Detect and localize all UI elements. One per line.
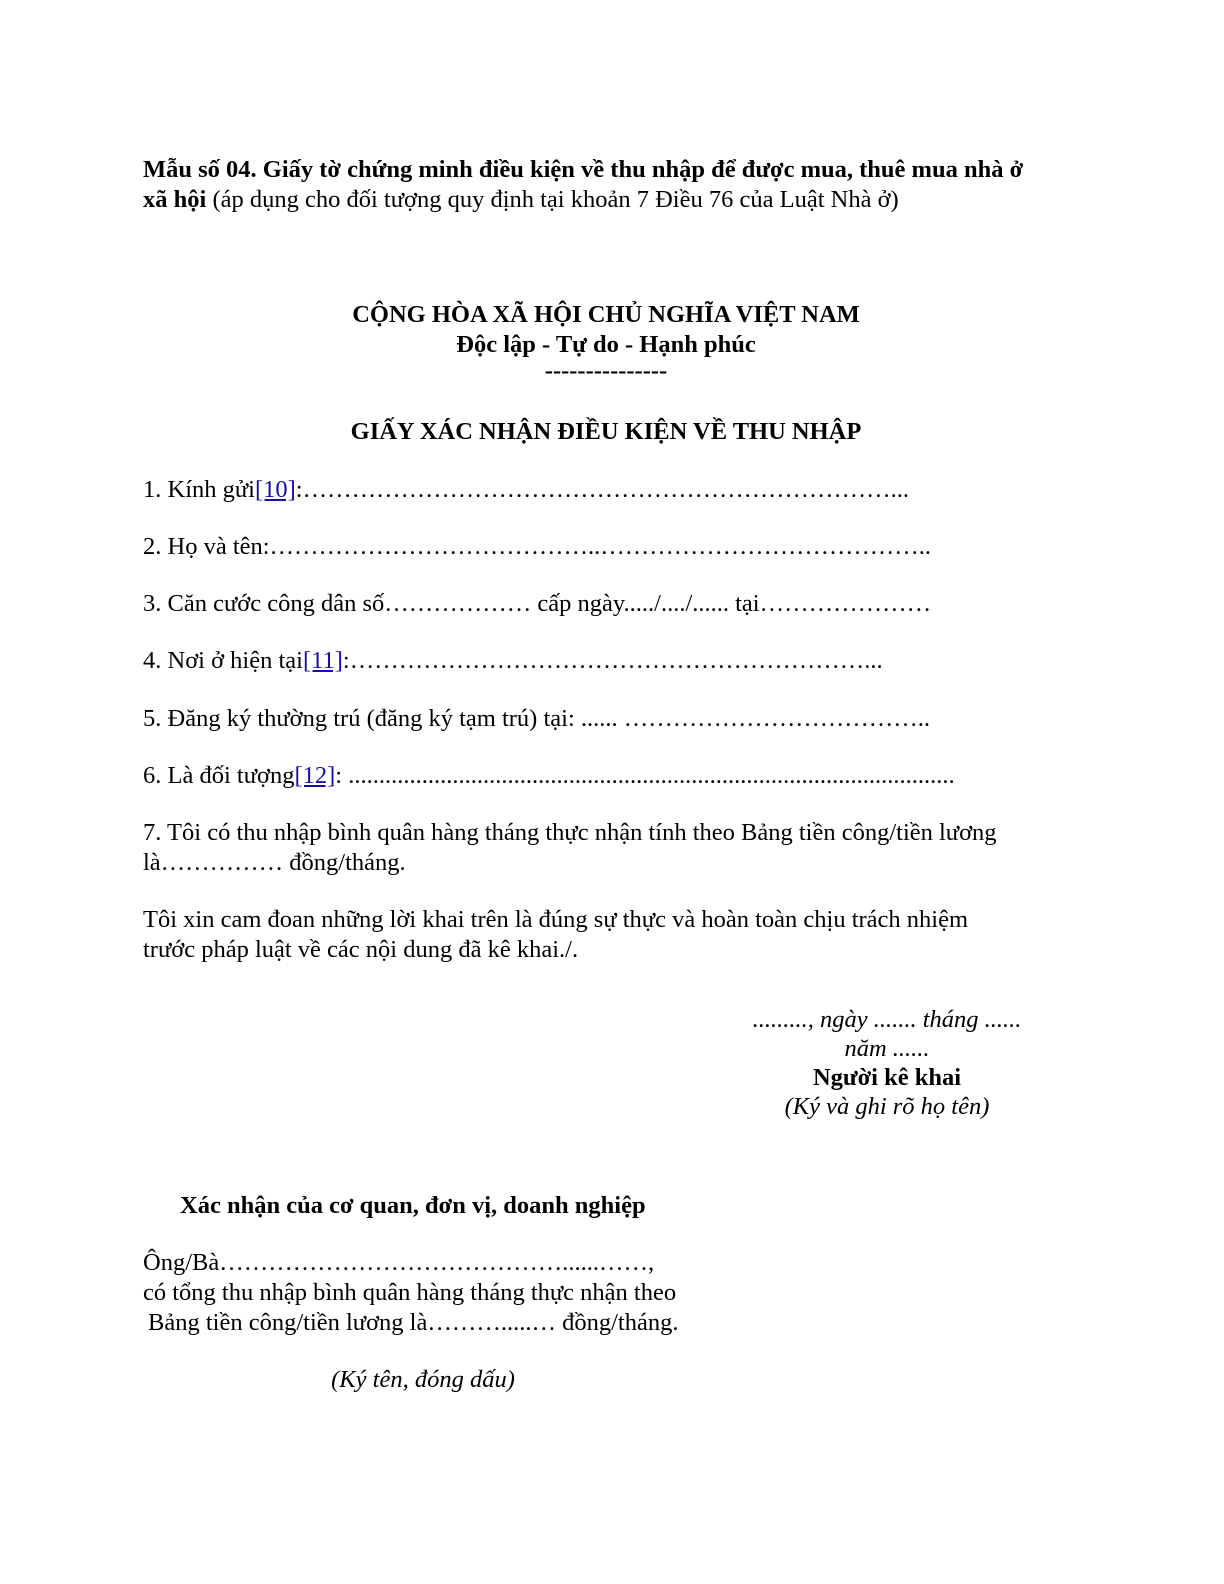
footnote-link-10[interactable]: [10] <box>254 476 296 503</box>
nation-header: CỘNG HÒA XÃ HỘI CHỦ NGHĨA VIỆT NAM <box>352 301 860 328</box>
item-recipient-label: 1. Kính gửi <box>143 476 255 503</box>
item-income-line1: 7. Tôi có thu nhập bình quân hàng tháng thực nhận tính theo Bảng tiền công/tiền lương <box>143 819 997 846</box>
document-title: GIẤY XÁC NHẬN ĐIỀU KIỆN VỀ THU NHẬP <box>350 418 862 445</box>
item-citizen-id: 3. Căn cước công dân số……………… cấp ngày...../..../...... tại………………… <box>143 590 932 617</box>
signature-date-line2: năm ...... <box>844 1035 930 1062</box>
header-separator: --------------- <box>544 357 668 384</box>
form-title-scope: (áp dụng cho đối tượng quy định tại khoản 7 Điều 76 của Luật Nhà ở) <box>206 186 899 213</box>
item-current-residence <box>143 646 883 676</box>
item-beneficiary-blank: : ................................................................................................... <box>335 762 955 789</box>
declaration-line2: trước pháp luật về các nội dung đã kê khai./. <box>143 936 579 963</box>
form-title-bold: xã hội <box>143 186 207 213</box>
item-recipient <box>143 475 909 505</box>
declaration-line1: Tôi xin cam đoan những lời khai trên là đúng sự thực và hoàn toàn chịu trách nhiệm <box>143 906 969 933</box>
footnote-link-11[interactable]: [11] <box>302 647 343 674</box>
item-income-line2: là…………… đồng/tháng. <box>143 849 406 876</box>
motto: Độc lập - Tự do - Hạnh phúc <box>456 331 756 358</box>
confirmation-line1: Ông/Bà……………………………………......……, <box>143 1249 655 1276</box>
signer-note: (Ký và ghi rõ họ tên) <box>784 1093 990 1120</box>
confirmation-line2: có tổng thu nhập bình quân hàng tháng thực nhận theo <box>143 1279 677 1306</box>
item-registration: 5. Đăng ký thường trú (đăng ký tạm trú) tại: ...... ……………………………….. <box>143 705 931 732</box>
footnote-link-12[interactable]: [12] <box>294 762 336 789</box>
confirmation-title: Xác nhận của cơ quan, đơn vị, doanh nghiệp <box>180 1192 646 1219</box>
form-title-line2 <box>143 185 899 215</box>
signature-date-line1: ........., ngày ....... tháng ...... <box>752 1006 1022 1033</box>
signer-title: Người kê khai <box>812 1064 962 1091</box>
item-beneficiary-label: 6. Là đối tượng <box>143 762 295 789</box>
form-title-line1: Mẫu số 04. Giấy tờ chứng minh điều kiện về thu nhập để được mua, thuê mua nhà ở <box>143 156 1024 183</box>
item-residence-label: 4. Nơi ở hiện tại <box>143 647 303 674</box>
confirmation-line3: Bảng tiền công/tiền lương là……….....… đồng/tháng. <box>148 1309 679 1336</box>
item-recipient-blank: :………………………………………………………………... <box>295 476 909 503</box>
item-full-name: 2. Họ và tên:…………………………………..………………………………….. <box>143 533 932 560</box>
item-beneficiary-type <box>143 761 955 791</box>
confirmation-sign-note: (Ký tên, đóng dấu) <box>331 1366 515 1393</box>
item-residence-blank: :………………………………………………………... <box>342 647 883 674</box>
